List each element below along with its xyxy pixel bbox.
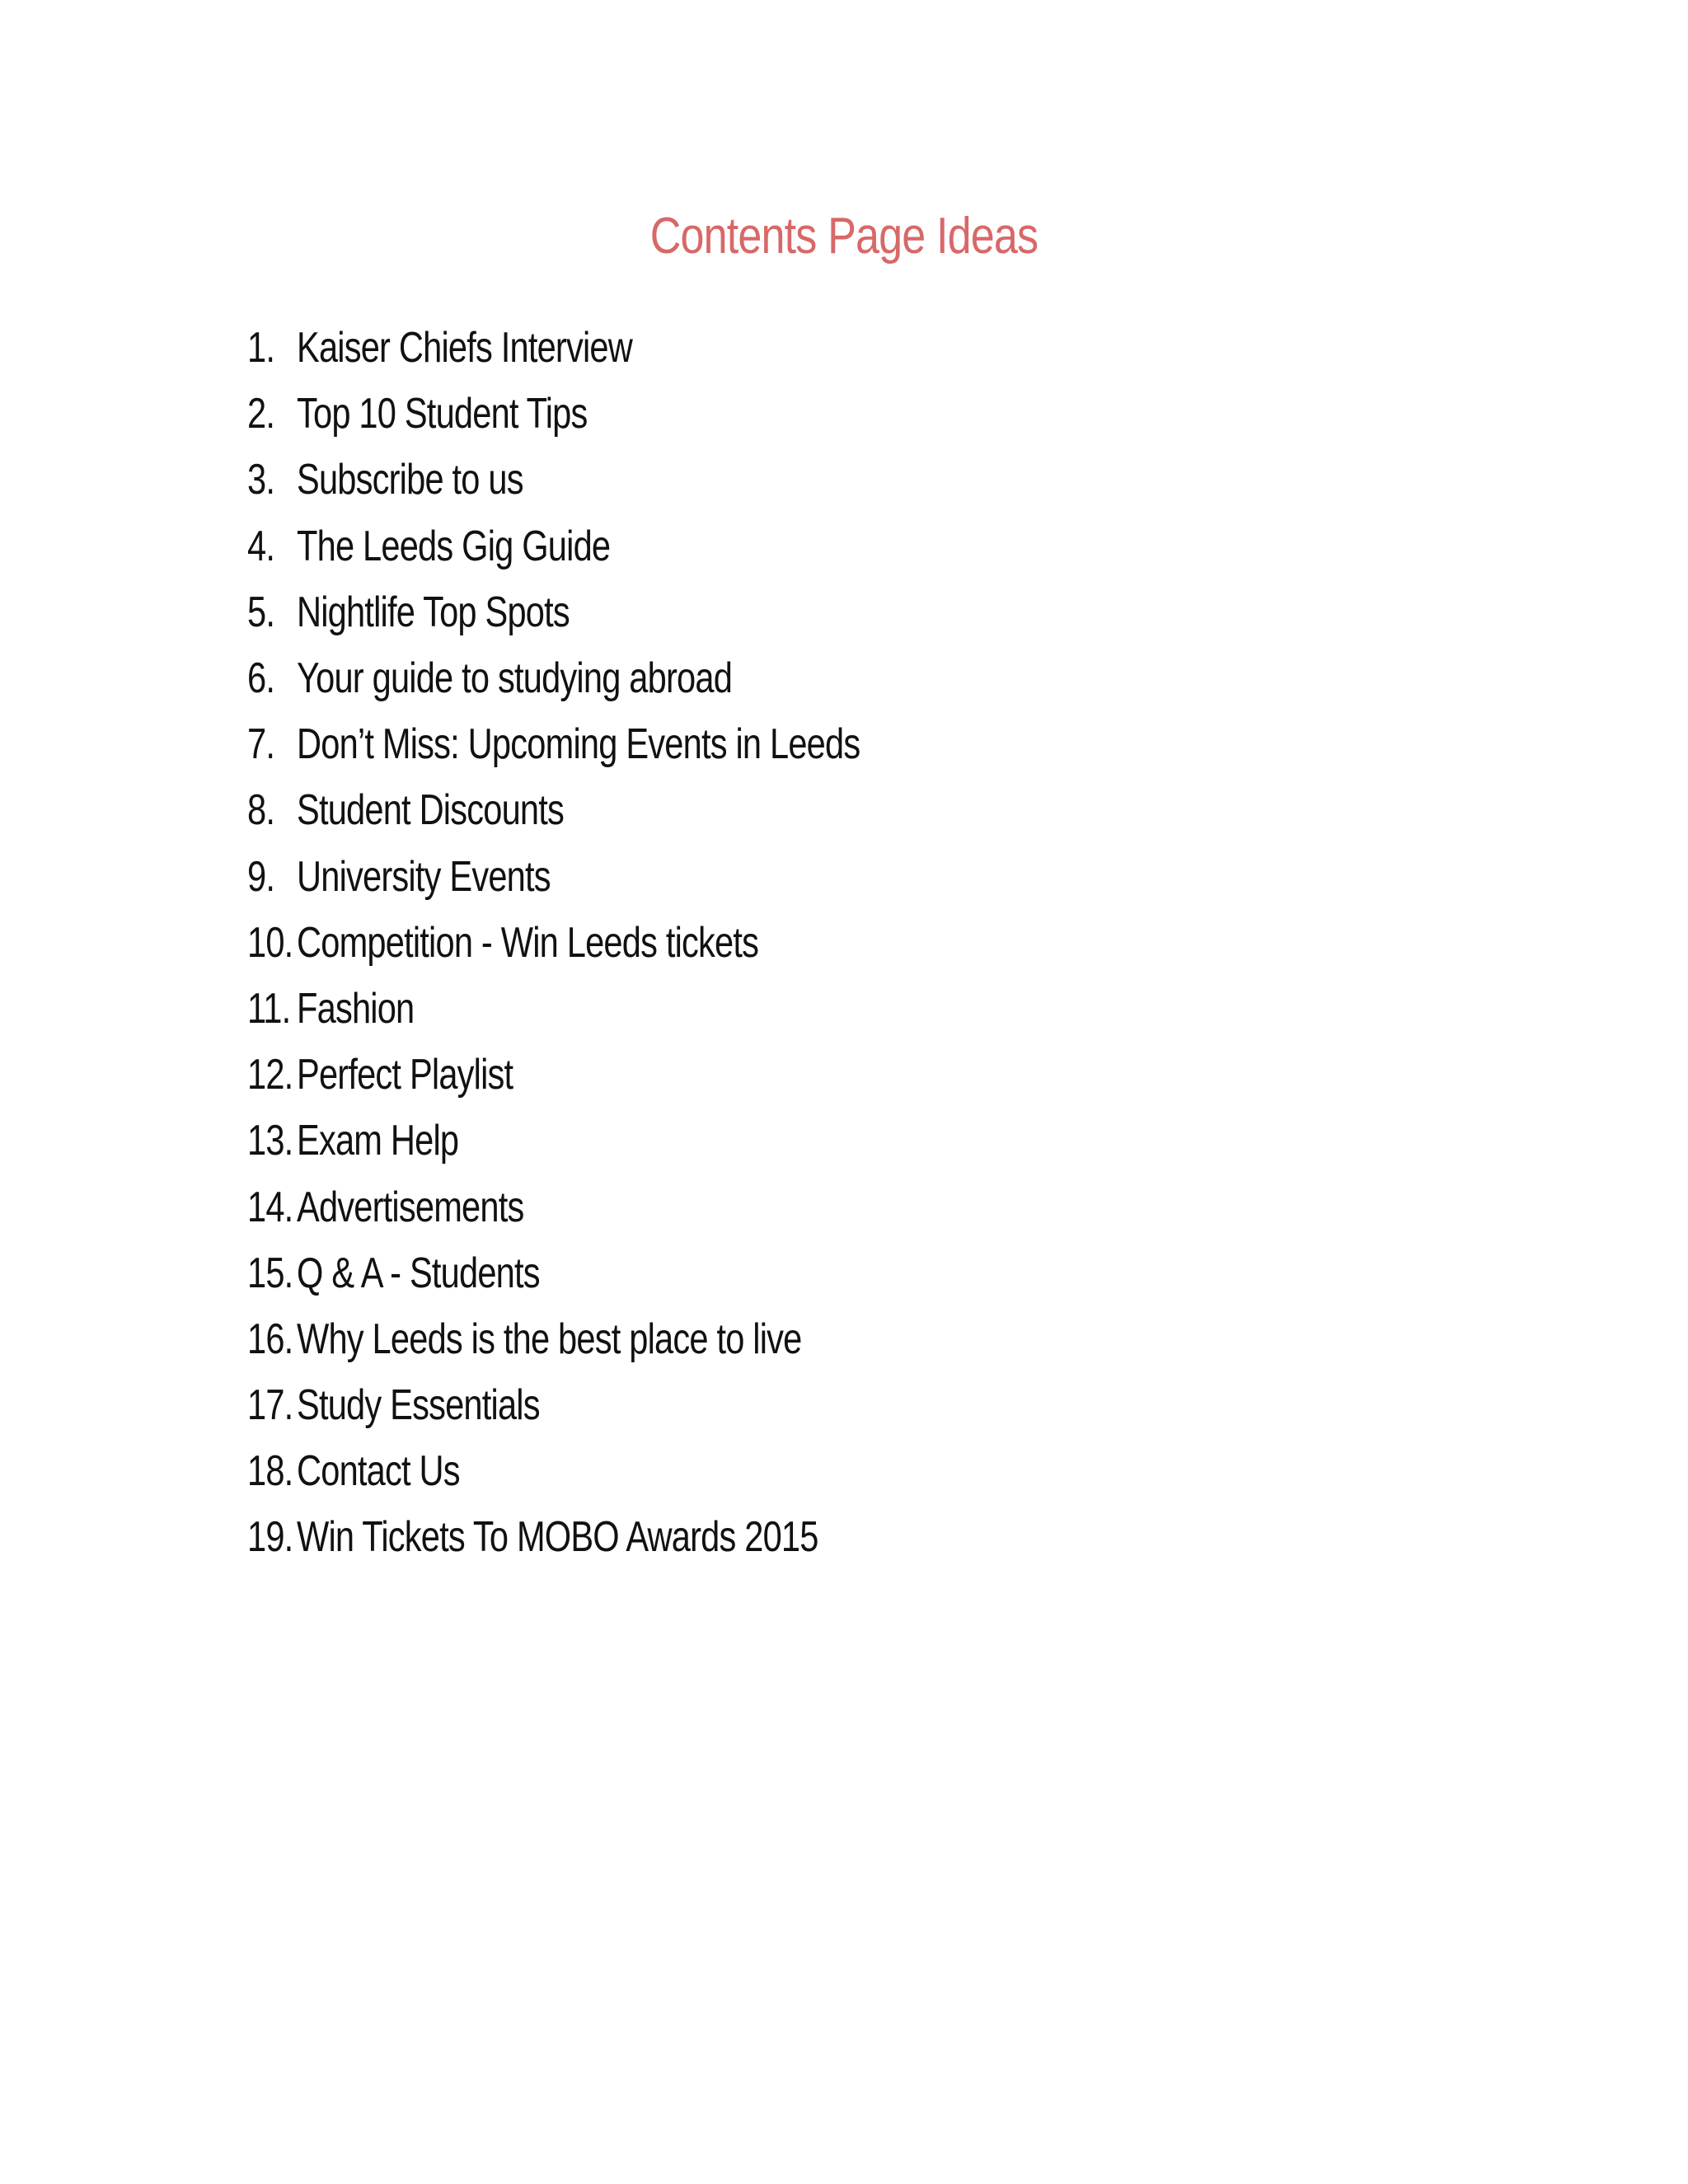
list-item bbox=[247, 976, 1566, 1042]
list-item bbox=[247, 1306, 1566, 1372]
item-number: 17. bbox=[247, 1381, 293, 1430]
item-number: 7. bbox=[247, 720, 275, 769]
item-number: 6. bbox=[247, 654, 275, 703]
item-text: Your guide to studying abroad bbox=[297, 654, 733, 703]
item-number: 16. bbox=[247, 1315, 293, 1363]
list-item bbox=[247, 1438, 1566, 1504]
item-number: 18. bbox=[247, 1447, 293, 1496]
page-title: Contents Page Ideas bbox=[649, 208, 1039, 265]
item-text: Study Essentials bbox=[297, 1381, 540, 1430]
list-item bbox=[247, 1042, 1566, 1108]
list-item bbox=[247, 844, 1566, 910]
list-item bbox=[247, 315, 1566, 381]
item-text: University Events bbox=[297, 852, 551, 901]
item-text: Don’t Miss: Upcoming Events in Leeds bbox=[297, 720, 860, 769]
list-item bbox=[247, 1504, 1566, 1570]
item-text: Perfect Playlist bbox=[297, 1051, 513, 1099]
list-item bbox=[247, 777, 1566, 843]
list-item bbox=[247, 447, 1566, 513]
item-text: Contact Us bbox=[297, 1447, 460, 1496]
list-item bbox=[247, 1174, 1566, 1240]
item-number: 4. bbox=[247, 522, 275, 570]
contents-list bbox=[247, 315, 1566, 1571]
list-item bbox=[247, 711, 1566, 777]
item-number: 3. bbox=[247, 456, 275, 504]
item-number: 15. bbox=[247, 1249, 293, 1297]
item-text: Kaiser Chiefs Interview bbox=[297, 324, 633, 373]
item-number: 1. bbox=[247, 324, 275, 373]
item-text: Exam Help bbox=[297, 1117, 459, 1165]
item-number: 5. bbox=[247, 588, 275, 636]
list-item bbox=[247, 513, 1566, 579]
item-text: Top 10 Student Tips bbox=[297, 390, 588, 438]
item-text: Nightlife Top Spots bbox=[297, 588, 570, 636]
item-number: 10. bbox=[247, 918, 293, 967]
list-item bbox=[247, 1240, 1566, 1306]
item-text: Advertisements bbox=[297, 1183, 524, 1231]
item-text: Win Tickets To MOBO Awards 2015 bbox=[297, 1513, 818, 1562]
item-number: 13. bbox=[247, 1117, 293, 1165]
item-number: 12. bbox=[247, 1051, 293, 1099]
item-text: Competition - Win Leeds tickets bbox=[297, 918, 759, 967]
item-text: Subscribe to us bbox=[297, 456, 523, 504]
item-number: 14. bbox=[247, 1183, 293, 1231]
list-item bbox=[247, 1108, 1566, 1174]
item-text: Why Leeds is the best place to live bbox=[297, 1315, 802, 1363]
list-item bbox=[247, 1372, 1566, 1438]
item-number: 19. bbox=[247, 1513, 293, 1562]
item-number: 9. bbox=[247, 852, 275, 901]
item-text: Fashion bbox=[297, 984, 415, 1033]
item-text: Q & A - Students bbox=[297, 1249, 540, 1297]
list-item bbox=[247, 579, 1566, 645]
item-number: 8. bbox=[247, 786, 275, 835]
item-number: 2. bbox=[247, 390, 275, 438]
item-number: 11. bbox=[247, 984, 291, 1033]
item-text: Student Discounts bbox=[297, 786, 565, 835]
list-item bbox=[247, 910, 1566, 976]
item-text: The Leeds Gig Guide bbox=[297, 522, 611, 570]
list-item bbox=[247, 645, 1566, 711]
list-item bbox=[247, 381, 1566, 447]
